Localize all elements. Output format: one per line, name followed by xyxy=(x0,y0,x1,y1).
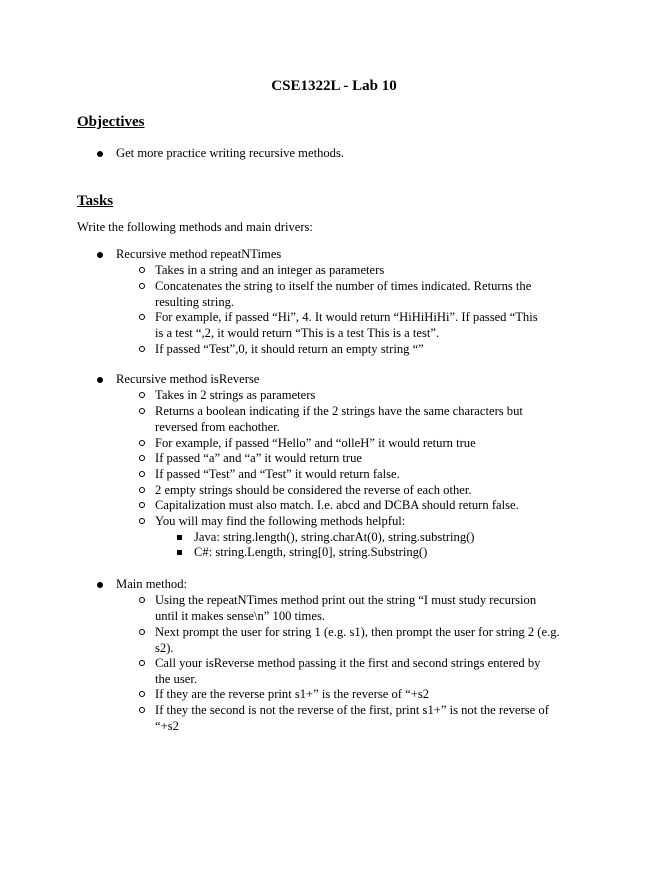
reverse-item-3: For example, if passed “Hello” and “olleH” it would return true xyxy=(155,436,476,450)
reverse-item-8: You will may find the following methods helpful: xyxy=(155,514,406,528)
repeat-sub-bullet xyxy=(139,267,145,273)
repeat-item-4: If passed “Test”,0, it should return an empty string “” xyxy=(155,342,424,356)
objectives-heading: Objectives xyxy=(77,114,145,130)
repeat-method-label: Recursive method repeatNTimes xyxy=(116,247,282,261)
main-item-1: Using the repeatNTimes method print out the string “I must study recursion until it makes sense\n” 100 times. xyxy=(155,593,537,623)
objective-item: Get more practice writing recursive methods. xyxy=(116,146,345,160)
reverse-item-7: Capitalization must also match. I.e. abcd and DCBA should return false. xyxy=(155,498,519,512)
main-sub-bullet xyxy=(139,660,145,666)
main-item-4: If they are the reverse print s1+” is the reverse of “+s2 xyxy=(155,687,430,701)
main-item-5: If they the second is not the reverse of the first, print s1+” is not the reverse of “+s2 xyxy=(155,703,549,733)
repeat-item-3: For example, if passed “Hi”, 4. It would return “HiHiHiHi”. If passed “This is a test “,2, it would return “This is a test This is a test”. xyxy=(155,310,538,340)
main-sub-bullet xyxy=(139,629,145,635)
main-item-3: Call your isReverse method passing it the first and second strings entered by the user. xyxy=(155,656,541,686)
reverse-item-1: Takes in 2 strings as parameters xyxy=(155,388,316,402)
helper-bullet xyxy=(177,550,182,555)
reverse-sub-bullet xyxy=(139,518,145,524)
main-method-label: Main method: xyxy=(116,577,188,591)
reverse-sub-bullet xyxy=(139,471,145,477)
reverse-sub-bullet xyxy=(139,455,145,461)
reverse-item-5: If passed “Test” and “Test” it would return false. xyxy=(155,467,400,481)
helper-csharp: C#: string.Length, string[0], string.Substring() xyxy=(194,545,428,559)
objective-bullet xyxy=(97,151,103,157)
repeat-item-2: Concatenates the string to itself the number of times indicated. Returns the resulting string. xyxy=(155,279,532,309)
reverse-sub-bullet xyxy=(139,408,145,414)
repeat-item-1: Takes in a string and an integer as parameters xyxy=(155,263,385,277)
reverse-item-4: If passed “a” and “a” it would return true xyxy=(155,451,363,465)
reverse-sub-bullet xyxy=(139,392,145,398)
main-sub-bullet xyxy=(139,707,145,713)
tasks-intro: Write the following methods and main drivers: xyxy=(77,220,313,234)
repeat-sub-bullet xyxy=(139,283,145,289)
main-sub-bullet xyxy=(139,597,145,603)
helper-bullet xyxy=(177,535,182,540)
reverse-sub-bullet xyxy=(139,502,145,508)
main-sub-bullet xyxy=(139,691,145,697)
reverse-item-2: Returns a boolean indicating if the 2 strings have the same characters but reversed from eachother. xyxy=(155,404,523,434)
reverse-sub-bullet xyxy=(139,440,145,446)
document-title: CSE1322L - Lab 10 xyxy=(271,78,397,94)
repeat-sub-bullet xyxy=(139,346,145,352)
reverse-sub-bullet xyxy=(139,487,145,493)
repeat-sub-bullet xyxy=(139,314,145,320)
reverse-method-label: Recursive method isReverse xyxy=(116,372,260,386)
reverse-item-6: 2 empty strings should be considered the reverse of each other. xyxy=(155,483,472,497)
helper-java: Java: string.length(), string.charAt(0), string.substring() xyxy=(194,530,475,544)
repeat-bullet xyxy=(97,252,103,258)
reverse-bullet xyxy=(97,377,103,383)
main-bullet xyxy=(97,582,103,588)
tasks-heading: Tasks xyxy=(77,193,114,209)
main-item-2: Next prompt the user for string 1 (e.g. s1), then prompt the user for string 2 (e.g. s2). xyxy=(155,625,560,655)
